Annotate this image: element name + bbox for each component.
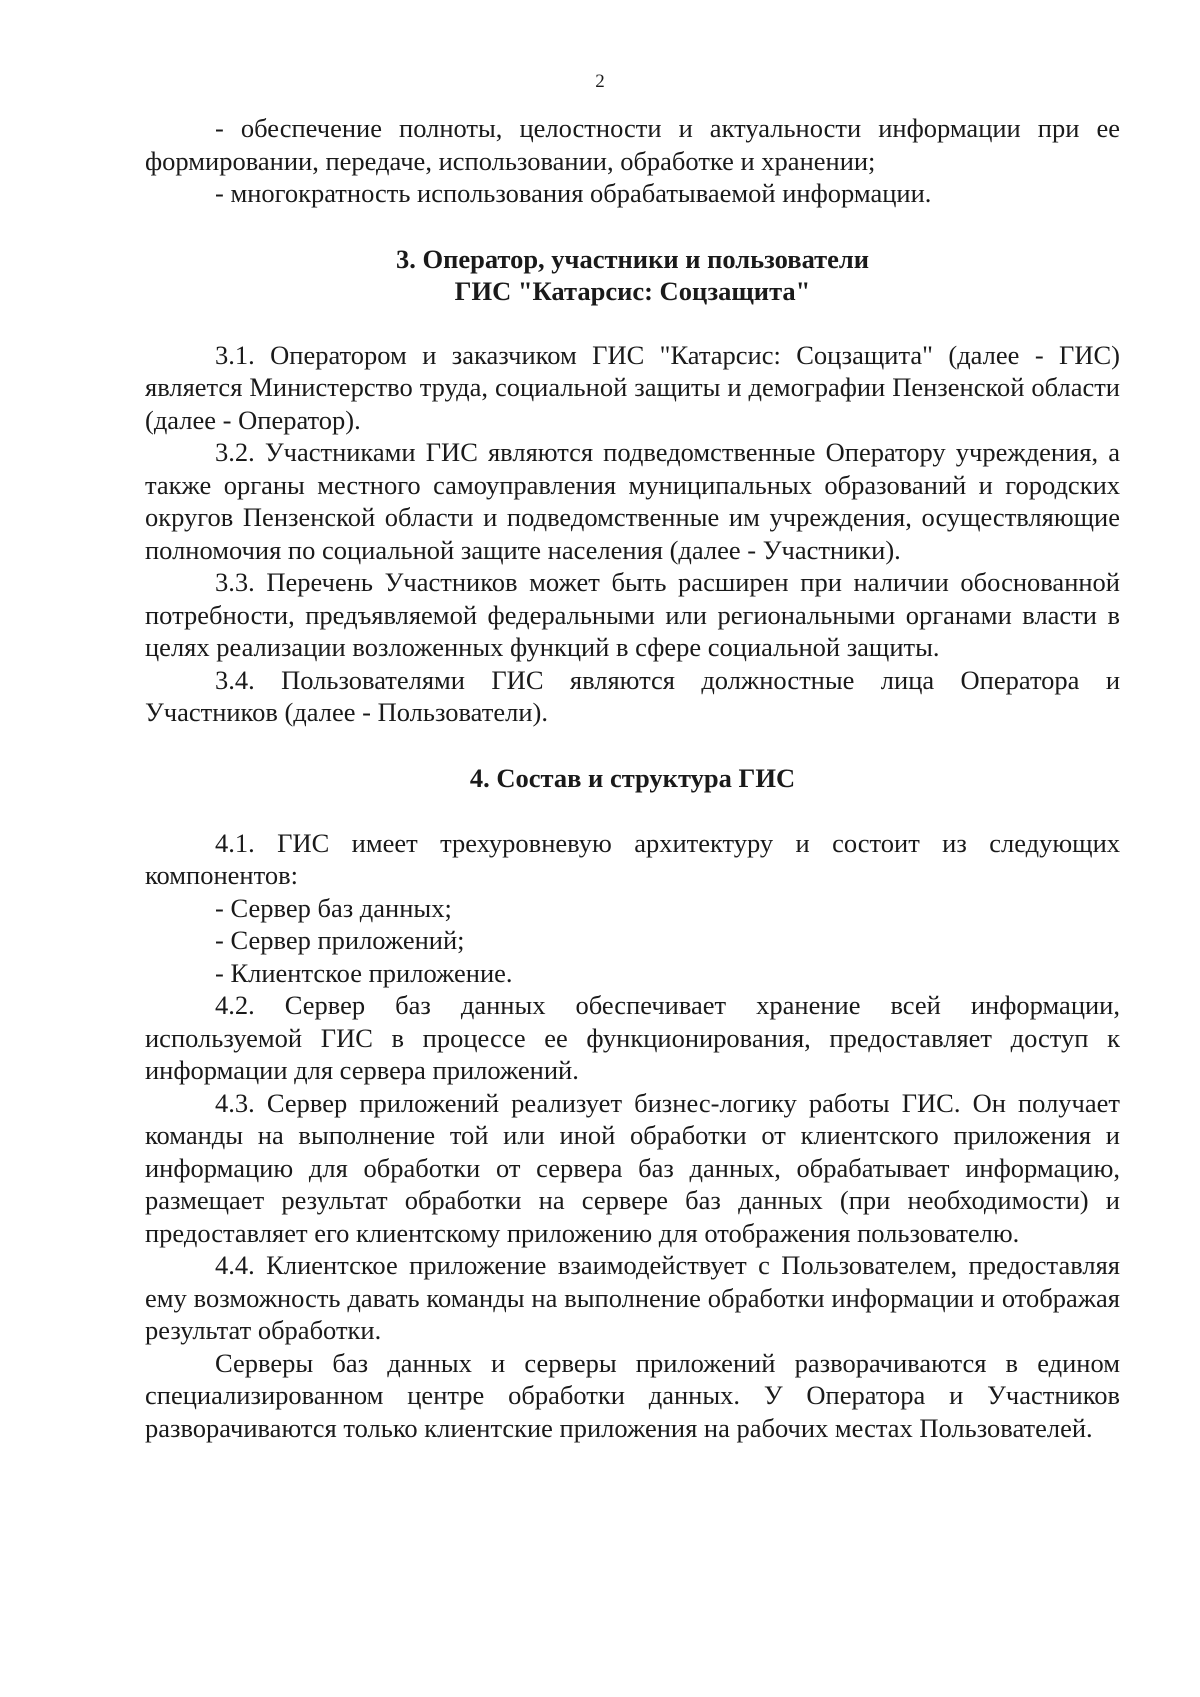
paragraph-4-4: 4.4. Клиентское приложение взаимодействует с Пользователем, предоставляя ему возможность давать команды на выполнение обработки информации и отображая результат обработки. (145, 1250, 1120, 1345)
section-3-heading-line-2: ГИС "Катарсис: Соцзащита" (454, 275, 811, 306)
document-body (145, 112, 1120, 1444)
paragraph-4-3: 4.3. Сервер приложений реализует бизнес-логику работы ГИС. Он получает команды на выполнение той или иной обработки от клиентского приложения и информацию для обработки от сервера баз данных, обрабатывает информацию, размещает результат обработки на сервере баз данных (при необходимости) и предоставляет его клиентскому приложению для отображения пользователю. (145, 1087, 1120, 1248)
paragraph-4-2: 4.2. Сервер баз данных обеспечивает хранение всей информации, используемой ГИС в процессе ее функционирования, предоставляет доступ к информации для сервера приложений. (145, 990, 1120, 1085)
intro-paragraph-1: - обеспечение полноты, целостности и актуальности информации при ее формировании, передаче, использовании, обработке и хранении; (145, 113, 1120, 176)
section-4-heading: 4. Состав и структура ГИС (469, 762, 796, 793)
spacer (145, 307, 1120, 339)
paragraph-4-1: 4.1. ГИС имеет трехуровневую архитектуру и состоит из следующих компонентов: (145, 827, 1120, 890)
paragraph-3-3: 3.3. Перечень Участников может быть расширен при наличии обоснованной потребности, предъявляемой федеральными или региональными органами власти в целях реализации возложенных функций в сфере социальной защиты. (145, 567, 1120, 662)
paragraph-3-4: 3.4. Пользователями ГИС являются должностные лица Оператора и Участников (далее - Пользователи). (145, 664, 1120, 727)
paragraph-4-closing: Серверы баз данных и серверы приложений разворачиваются в едином специализированном центре обработки данных. У Оператора и Участников разворачиваются только клиентские приложения на рабочих местах Пользователей. (145, 1347, 1120, 1443)
paragraph-3-1: 3.1. Оператором и заказчиком ГИС "Катарсис: Соцзащита" (далее - ГИС) является Министерство труда, социальной защиты и демографии Пензенской области (далее - Оператор). (145, 339, 1120, 435)
spacer (145, 794, 1120, 827)
spacer (145, 729, 1120, 762)
list-item-database-server: - Сервер баз данных; (215, 892, 452, 923)
list-item-client-application: - Клиентское приложение. (215, 957, 513, 988)
paragraph-3-2: 3.2. Участниками ГИС являются подведомственные Оператору учреждения, а также органы местного самоуправления муниципальных образований и городских округов Пензенской области и подведомственные им учреждения, осуществляющие полномочия по социальной защите населения (далее - Участники). (145, 437, 1120, 565)
list-item-application-server: - Сервер приложений; (215, 925, 465, 955)
section-3-heading-line-1: 3. Оператор, участники и пользователи (395, 243, 870, 274)
intro-paragraph-2: - многократность использования обрабатываемой информации. (215, 178, 932, 208)
spacer (145, 210, 1120, 243)
page-number: 2 (595, 71, 605, 92)
